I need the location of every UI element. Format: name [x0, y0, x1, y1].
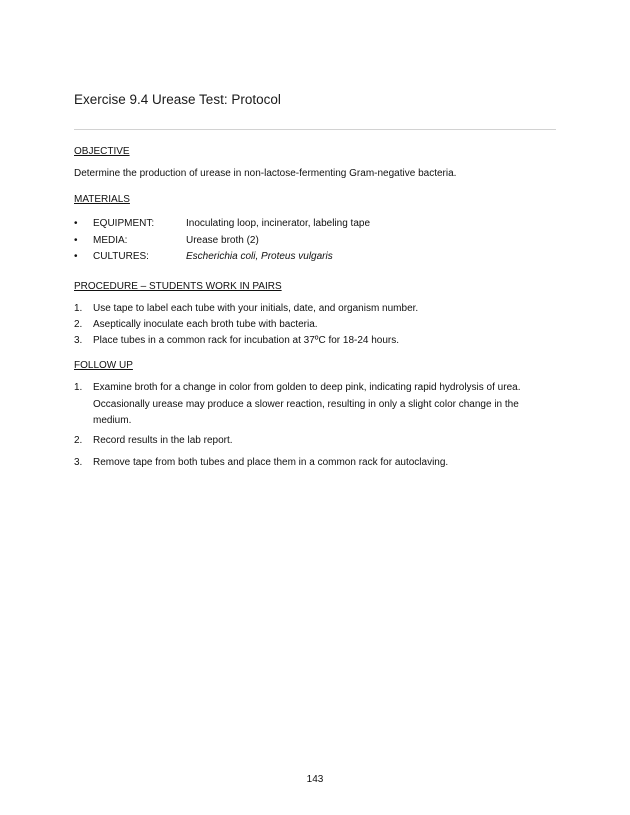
step-number: 1. — [74, 303, 83, 314]
page-title: Exercise 9.4 Urease Test: Protocol — [74, 92, 281, 107]
step-number: 3. — [74, 457, 83, 468]
step-number: 1. — [74, 382, 83, 393]
step-text: Examine broth for a change in color from golden to deep pink, indicating rapid hydrolysis of urea. Occasionally urease may produce a slower reaction, resulting in only a slight color change in the medium. — [93, 382, 521, 426]
page-number: 143 — [306, 774, 324, 785]
material-label: MEDIA: — [93, 235, 128, 246]
procedure-step — [74, 335, 399, 346]
step-text: Record results in the lab report. — [93, 435, 233, 446]
divider — [74, 129, 556, 130]
bullet-icon: • — [74, 251, 78, 262]
materials-item — [74, 251, 333, 262]
step-text: Use tape to label each tube with your initials, date, and organism number. — [93, 303, 419, 314]
material-label: CULTURES: — [93, 251, 149, 262]
step-number: 2. — [74, 435, 83, 446]
procedure-heading: PROCEDURE – STUDENTS WORK IN PAIRS — [74, 281, 282, 292]
follow-up-step — [74, 435, 233, 446]
bullet-icon: • — [74, 218, 78, 229]
materials-item — [74, 218, 370, 229]
step-text: Remove tape from both tubes and place them in a common rack for autoclaving. — [93, 457, 449, 468]
objective-heading: OBJECTIVE — [74, 146, 130, 157]
step-text: Place tubes in a common rack for incubation at 37ºC for 18-24 hours. — [93, 335, 400, 346]
objective-text: Determine the production of urease in non-lactose-fermenting Gram-negative bacteria. — [74, 168, 457, 179]
material-value: Urease broth (2) — [186, 235, 259, 246]
materials-item — [74, 235, 259, 246]
follow-up-heading: FOLLOW UP — [74, 360, 133, 371]
step-text: Aseptically inoculate each broth tube with bacteria. — [93, 319, 318, 330]
procedure-step — [74, 319, 318, 330]
procedure-step — [74, 303, 418, 314]
material-value: Inoculating loop, incinerator, labeling tape — [186, 218, 371, 229]
step-number: 2. — [74, 319, 83, 330]
follow-up-step — [74, 457, 448, 468]
materials-heading: MATERIALS — [74, 194, 130, 205]
material-value: Escherichia coli, Proteus vulgaris — [186, 251, 333, 262]
material-label: EQUIPMENT: — [93, 218, 155, 229]
step-number: 3. — [74, 335, 83, 346]
bullet-icon: • — [74, 235, 78, 246]
follow-up-step — [74, 380, 555, 430]
